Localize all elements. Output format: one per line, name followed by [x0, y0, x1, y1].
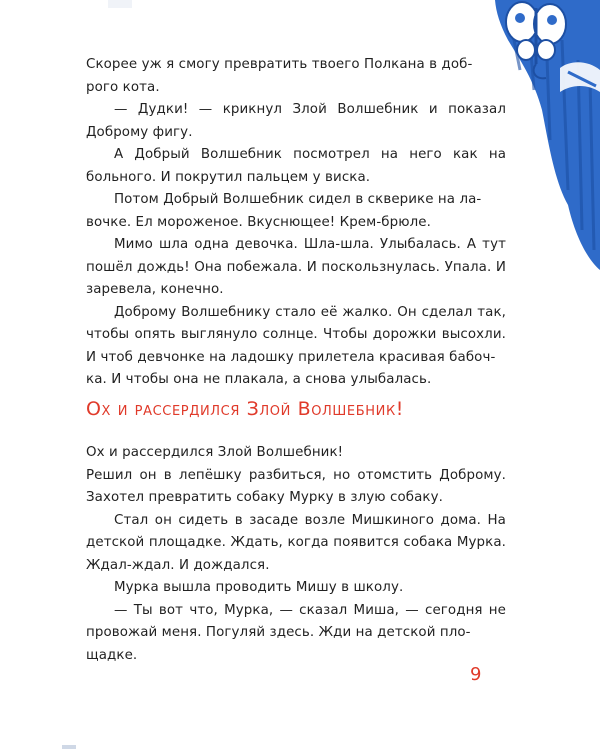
bottom-text-block — [86, 442, 506, 667]
paragraph: Мимо шла одна девочка. Шла-шла. Улыбалась. А тут пошёл дождь! Она побежала. И поскользнулась. Упала. И заревела, конечно. — [86, 237, 506, 297]
paragraph: — Дудки! — крикнул Злой Волшебник и показал Доброму фигу. — [86, 102, 506, 140]
chapter-heading: Ох и рассердился Злой Волшебник! — [86, 398, 404, 420]
paragraph: Мурка вышла проводить Мишу в школу. — [114, 580, 404, 595]
scan-mark — [62, 745, 76, 749]
paragraph: Ох и рассердился Злой Волшебник! — [86, 445, 344, 460]
paragraph: А Добрый Волшебник посмотрел на него как на больного. И покрутил пальцем у виска. — [86, 147, 506, 185]
paragraph: Потом Добрый Волшебник сидел в скверике на ла- вочке. Ел мороженое. Вкуснющее! Крем-брюле. — [86, 192, 482, 230]
top-text-block — [86, 54, 506, 392]
scan-mark — [108, 0, 132, 8]
paragraph: — Ты вот что, Мурка, — сказал Миша, — сегодня не провожай меня. Погуляй здесь. Жди на детской пло- щадке. — [86, 602, 506, 663]
paragraph: Решил он в лепёшку разбиться, но отомстить Доброму. Захотел превратить собаку Мурку в злую собаку. — [86, 467, 506, 505]
page-number: 9 — [470, 664, 482, 685]
paragraph: Стал он сидеть в засаде возле Мишкиного дома. На детской площадке. Ждать, когда появится собака Мурка. Ждал-ждал. И дождался. — [86, 512, 506, 573]
paragraph: Скорее уж я смогу превратить твоего Полкана в доб- рого кота. — [86, 57, 473, 95]
paragraph: Доброму Волшебнику стало её жалко. Он сделал так, чтобы опять выглянуло солнце. Чтобы дорожки высохли. И чтоб девчонке на ладошку прилетела красивая бабоч- ка. И чтобы она не плакала, а снова улыбалась. — [86, 304, 506, 387]
